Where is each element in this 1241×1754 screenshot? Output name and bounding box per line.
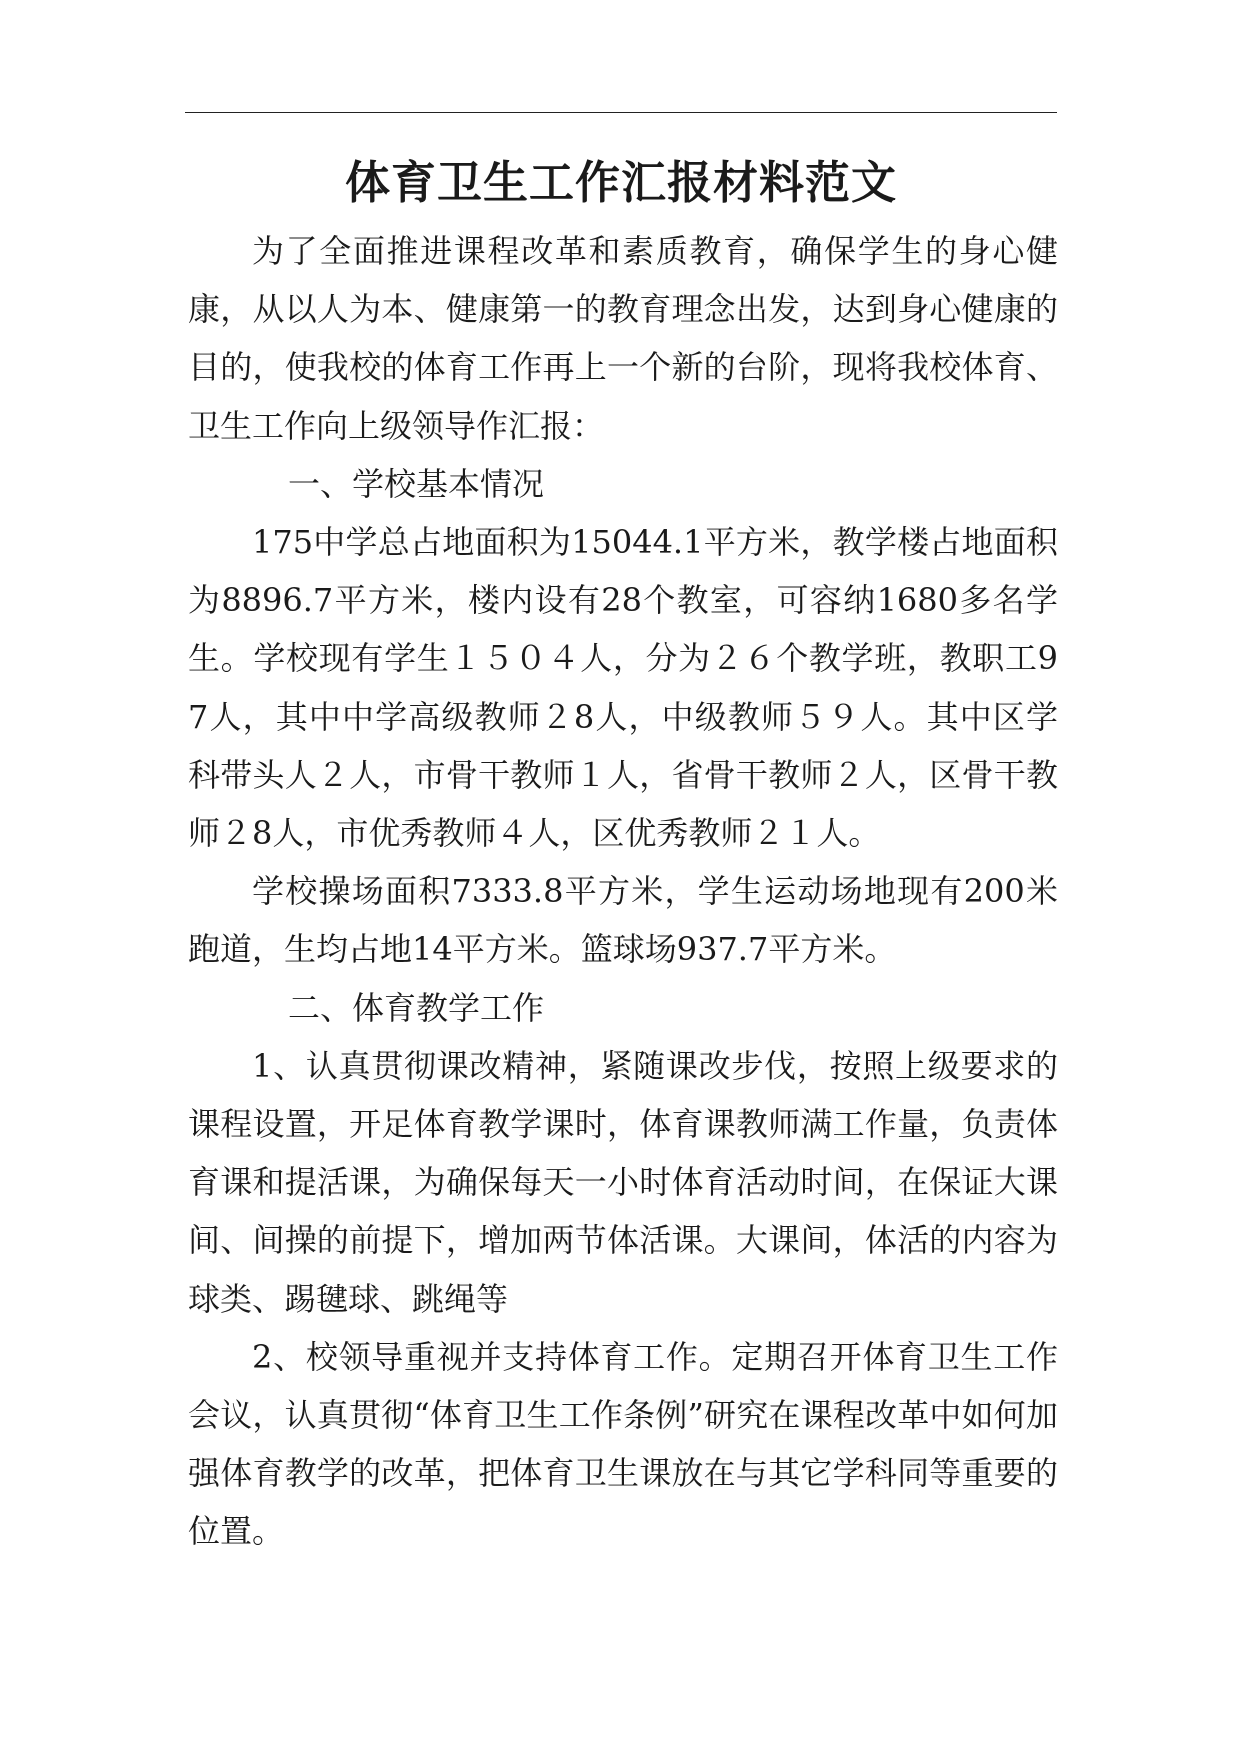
intro-paragraph: 为了全面推进课程改革和素质教育，确保学生的身心健康，从以人为本、健康第一的教育理念出发，达到身心健康的目的，使我校的体育工作再上一个新的台阶，现将我校体育、卫生工作向上级领导作汇报： — [188, 232, 1058, 445]
header-rule — [185, 112, 1057, 113]
section-heading-basic-info: 一、学校基本情况 — [288, 464, 545, 503]
pe-item-1-paragraph: 1、认真贯彻课改精神，紧随课改步伐，按照上级要求的课程设置，开足体育教学课时，体育课教师满工作量，负责体育课和提活课，为确保每天一小时体育活动时间，在保证大课间、间操的前提下，增加两节体活课。大课间，体活的内容为球类、踢毽球、跳绳等 — [188, 1046, 1058, 1318]
pe-item-2-paragraph: 2、校领导重视并支持体育工作。定期召开体育卫生工作会议，认真贯彻“体育卫生工作条例”研究在课程改革中如何加强体育教学的改革，把体育卫生课放在与其它学科同等重要的位置。 — [188, 1337, 1058, 1551]
document-title: 体育卫生工作汇报材料范文 — [344, 156, 897, 209]
section-heading-pe-teaching: 二、体育教学工作 — [288, 988, 545, 1027]
playground-paragraph: 学校操场面积7333.8平方米，学生运动场地现有200米跑道，生均占地14平方米。篮球场937.7平方米。 — [188, 872, 1058, 969]
document-body — [188, 222, 1058, 1561]
school-stats-paragraph: 175中学总占地面积为15044.1平方米，教学楼占地面积为8896.7平方米，楼内设有28个教室，可容纳1680多名学生。学校现有学生１５０４人，分为２６个教学班，教职工97人，其中中学高级教师２8人，中级教师５９人。其中区学科带头人２人，市骨干教师１人，省骨干教师２人，区骨干教师２8人，市优秀教师４人，区优秀教师２１人。 — [188, 523, 1058, 853]
